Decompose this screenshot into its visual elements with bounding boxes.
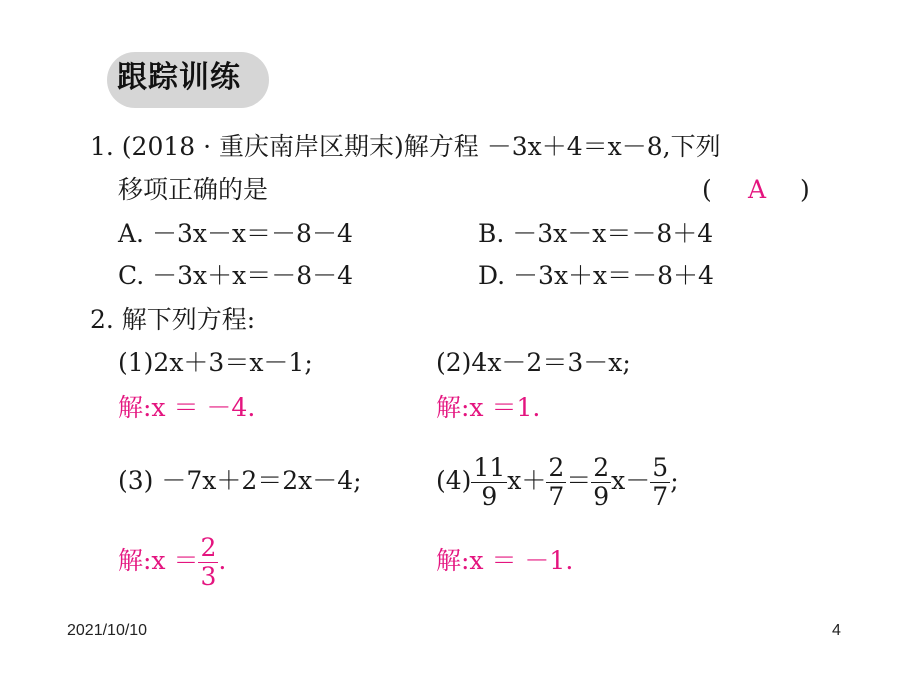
q1-option-d: D. －3x＋x＝－8＋4 — [478, 261, 714, 290]
q1-option-c: C. －3x＋x＝－8－4 — [118, 261, 354, 290]
q1-answer: A — [748, 175, 767, 204]
fraction-denominator: 7 — [652, 482, 669, 511]
footer-date: 2021/10/10 — [67, 622, 148, 639]
p4-prefix: (4) — [436, 466, 472, 495]
fraction-numerator: 2 — [548, 453, 565, 482]
q1-option-b: B. －3x－x＝－8＋4 — [478, 219, 714, 248]
fraction-numerator: 11 — [473, 453, 506, 482]
fraction-numerator: 2 — [593, 453, 610, 482]
fraction-2-3 — [198, 534, 218, 591]
p4-term-1: x＋ — [507, 466, 547, 495]
q2-heading: 2. 解下列方程: — [90, 305, 256, 334]
fraction-denominator: 9 — [593, 482, 610, 511]
fraction-2-7 — [546, 454, 566, 511]
section-header — [93, 46, 273, 114]
q2-answer-3 — [118, 528, 226, 594]
fraction-denominator: 7 — [548, 482, 565, 511]
fraction-numerator: 2 — [200, 533, 217, 562]
q1-line2: 移项正确的是 — [118, 175, 269, 204]
p4-end: ; — [670, 466, 679, 495]
section-title: 跟踪训练 — [117, 60, 241, 95]
q1-option-a: A. －3x－x＝－8－4 — [118, 219, 353, 248]
q2-problem-1: (1)2x＋3＝x－1; — [118, 348, 313, 377]
q2-answer-2: 解:x ＝1. — [436, 393, 541, 422]
p4-term-2: x－ — [611, 466, 651, 495]
q2-problem-4 — [436, 448, 679, 514]
q1-bracket-close: ) — [800, 175, 810, 204]
q2-answer-4: 解:x ＝ －1. — [436, 546, 574, 575]
fraction-numerator: 5 — [652, 453, 669, 482]
fraction-denominator: 3 — [200, 562, 217, 591]
page-number: 4 — [832, 622, 841, 639]
q2-problem-2: (2)4x－2＝3－x; — [436, 348, 631, 377]
fraction-11-9 — [471, 454, 507, 511]
q1-bracket-open: ( — [702, 175, 712, 204]
q2-problem-3: (3) －7x＋2＝2x－4; — [118, 466, 362, 495]
a3-prefix: 解:x ＝ — [118, 546, 199, 575]
q2-answer-1: 解:x ＝ －4. — [118, 393, 256, 422]
a3-end: . — [218, 546, 227, 575]
fraction-denominator: 9 — [481, 482, 498, 511]
q1-line1: 1. (2018 · 重庆南岸区期末)解方程 －3x＋4＝x－8,下列 — [90, 132, 721, 161]
p4-equals: ＝ — [566, 466, 592, 495]
fraction-2-9 — [591, 454, 611, 511]
fraction-5-7 — [650, 454, 670, 511]
